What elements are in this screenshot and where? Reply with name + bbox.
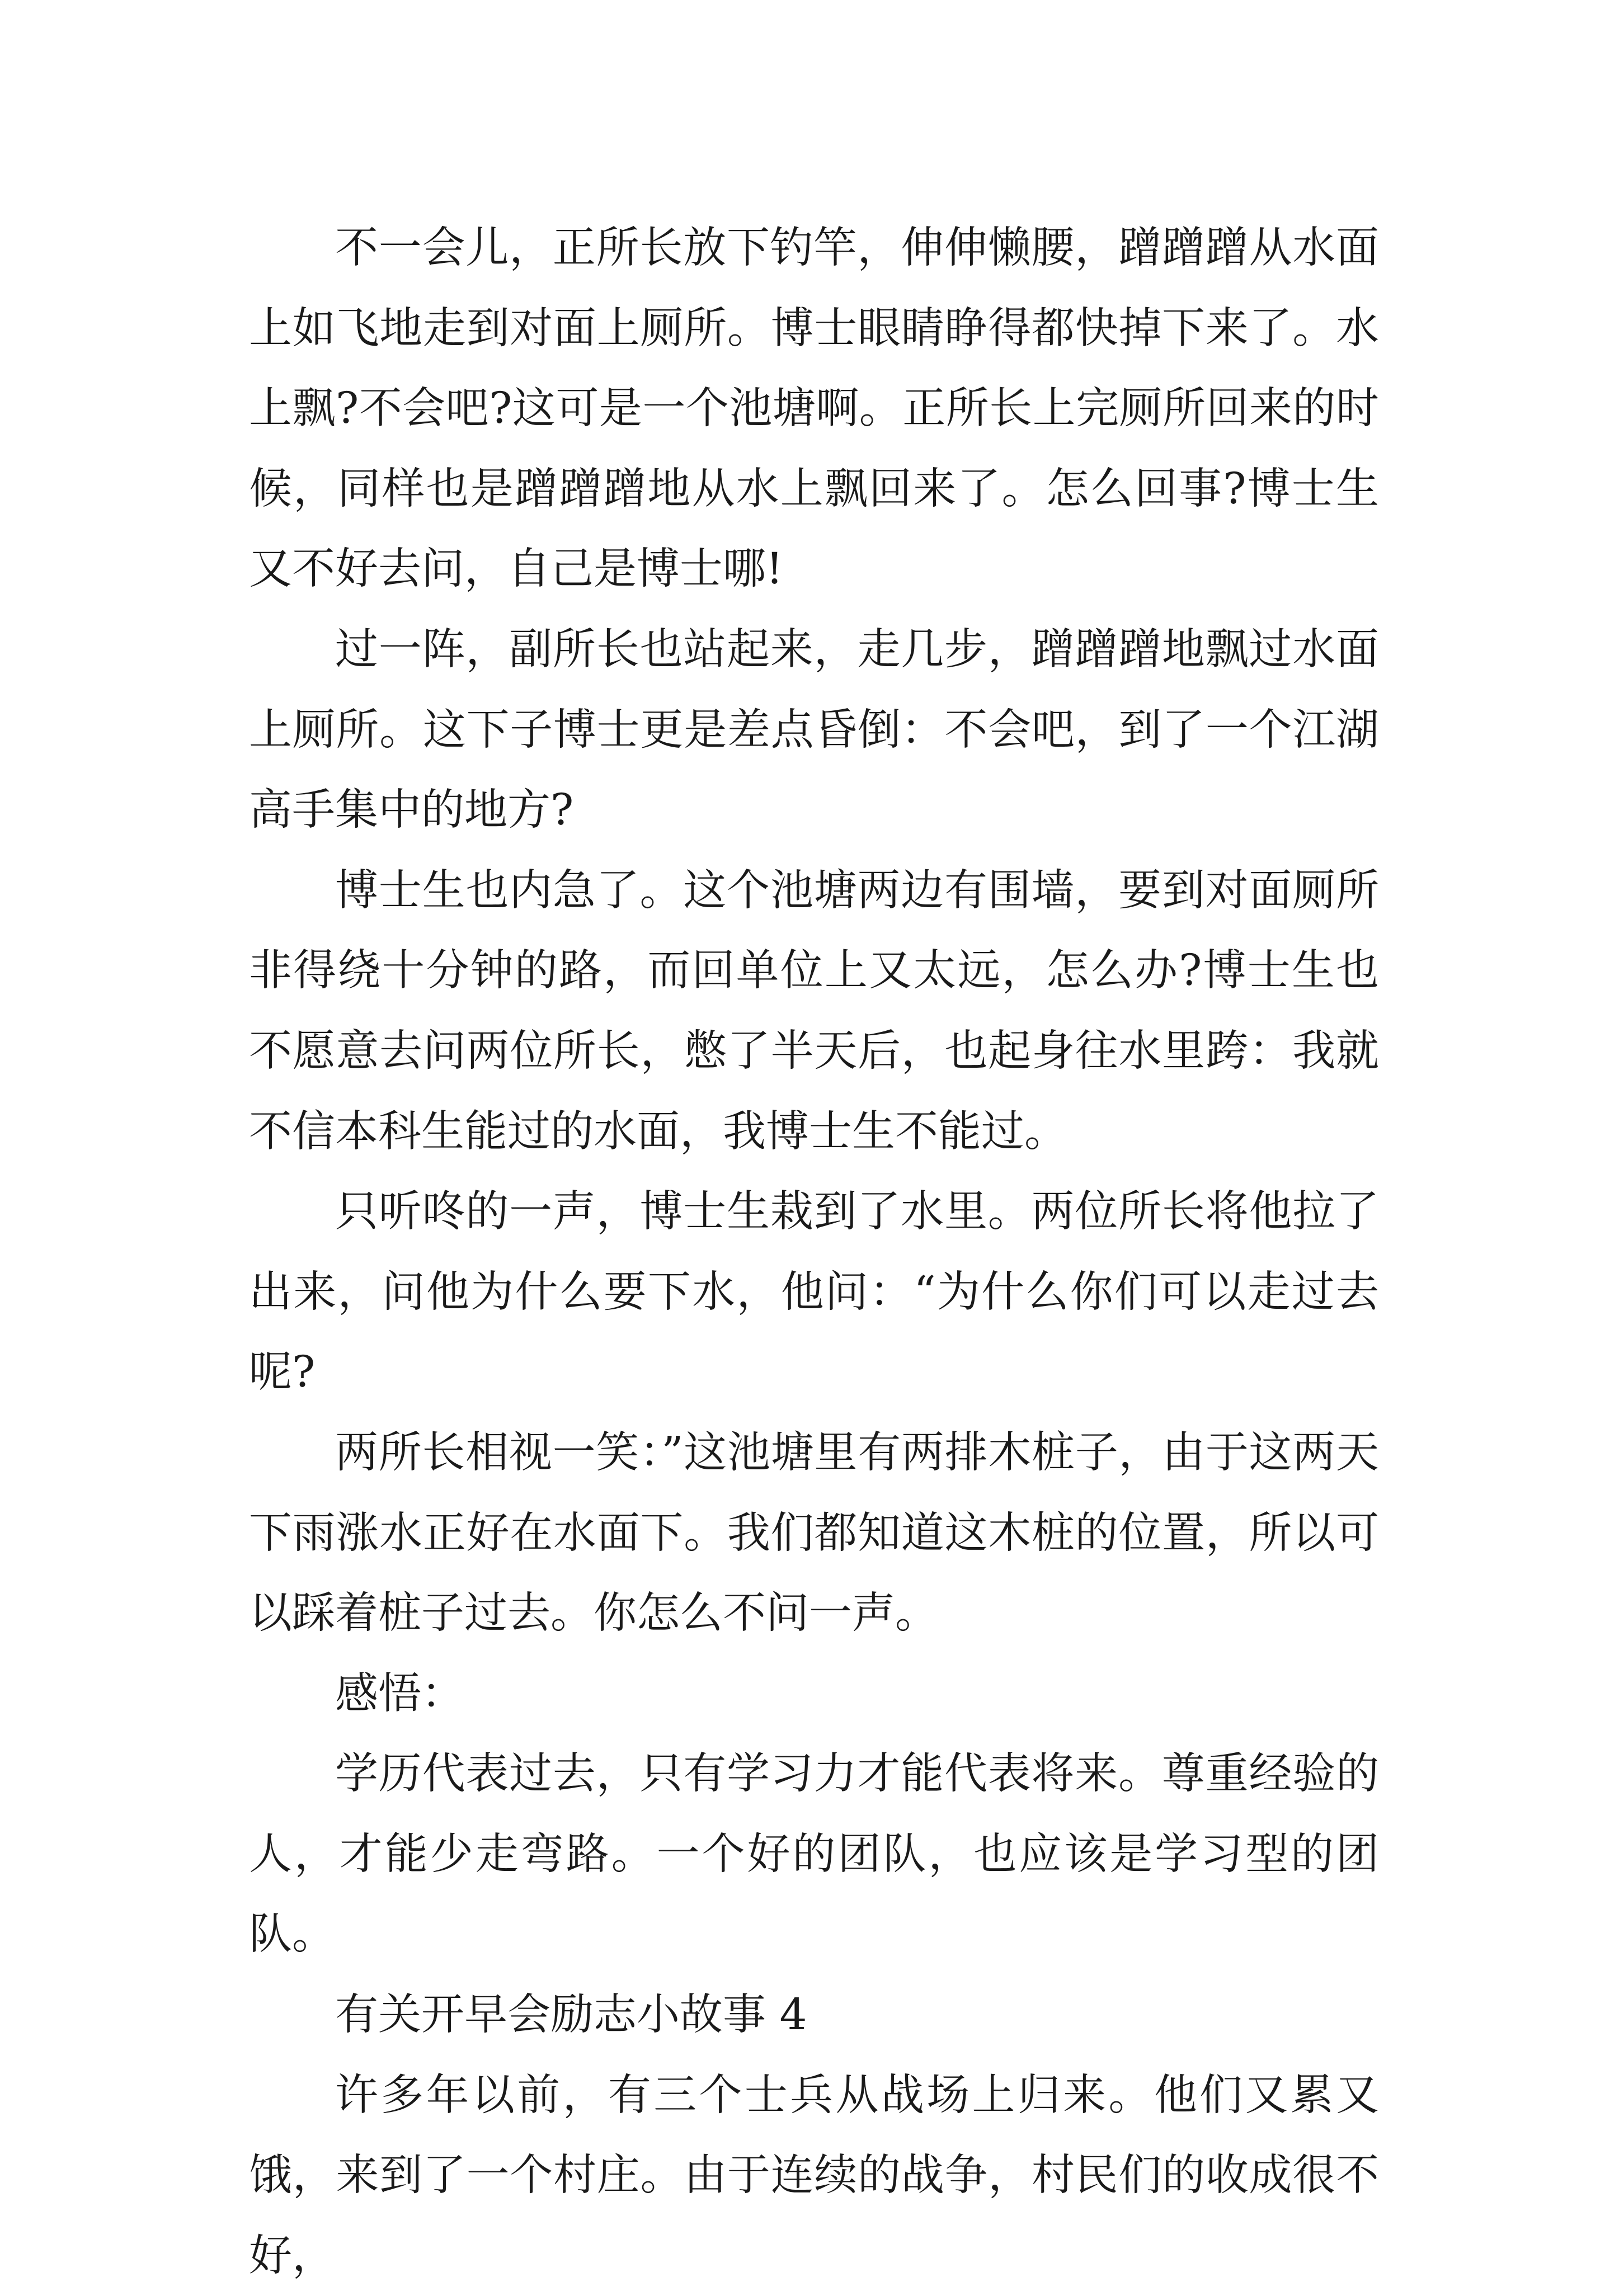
document-body [249,208,1379,2296]
paragraph-3: 博士生也内急了。这个池塘两边有围墙，要到对面厕所非得绕十分钟的路，而回单位上又太远，怎么办?博士生也不愿意去问两位所长，憋了半天后，也起身往水里跨：我就不信本科生能过的水面，我博士生不能过。 [249,865,1379,1157]
paragraph-2: 过一阵，副所长也站起来，走几步，蹭蹭蹭地飘过水面上厕所。这下子博士更是差点昏倒：不会吧，到了一个江湖高手集中的地方? [249,624,1379,836]
paragraph-4: 只听咚的一声，博士生栽到了水里。两位所长将他拉了出来，问他为什么要下水，他问：“为什么你们可以走过去呢? [249,1187,1379,1398]
paragraph-1: 不一会儿，正所长放下钓竿，伸伸懒腰，蹭蹭蹭从水面上如飞地走到对面上厕所。博士眼睛睁得都快掉下来了。水上飘?不会吧?这可是一个池塘啊。正所长上完厕所回来的时候，同样也是蹭蹭蹭地从水上飘回来了。怎么回事?博士生又不好去问，自己是博士哪! [249,223,1379,595]
paragraph-5: 两所长相视一笑：”这池塘里有两排木桩子，由于这两天下雨涨水正好在水面下。我们都知道这木桩的位置，所以可以踩着桩子过去。你怎么不问一声。 [249,1427,1379,1639]
paragraph-story-4: 许多年以前，有三个士兵从战场上归来。他们又累又饿，来到了一个村庄。由于连续的战争，村民们的收成很不好， [249,2070,1379,2281]
paragraph-insight-label: 感悟： [335,1668,464,1719]
paragraph-insight: 学历代表过去，只有学习力才能代表将来。尊重经验的人，才能少走弯路。一个好的团队，也应该是学习型的团队。 [249,1749,1379,1960]
story-heading: 有关开早会励志小故事 4 [335,1990,807,2040]
